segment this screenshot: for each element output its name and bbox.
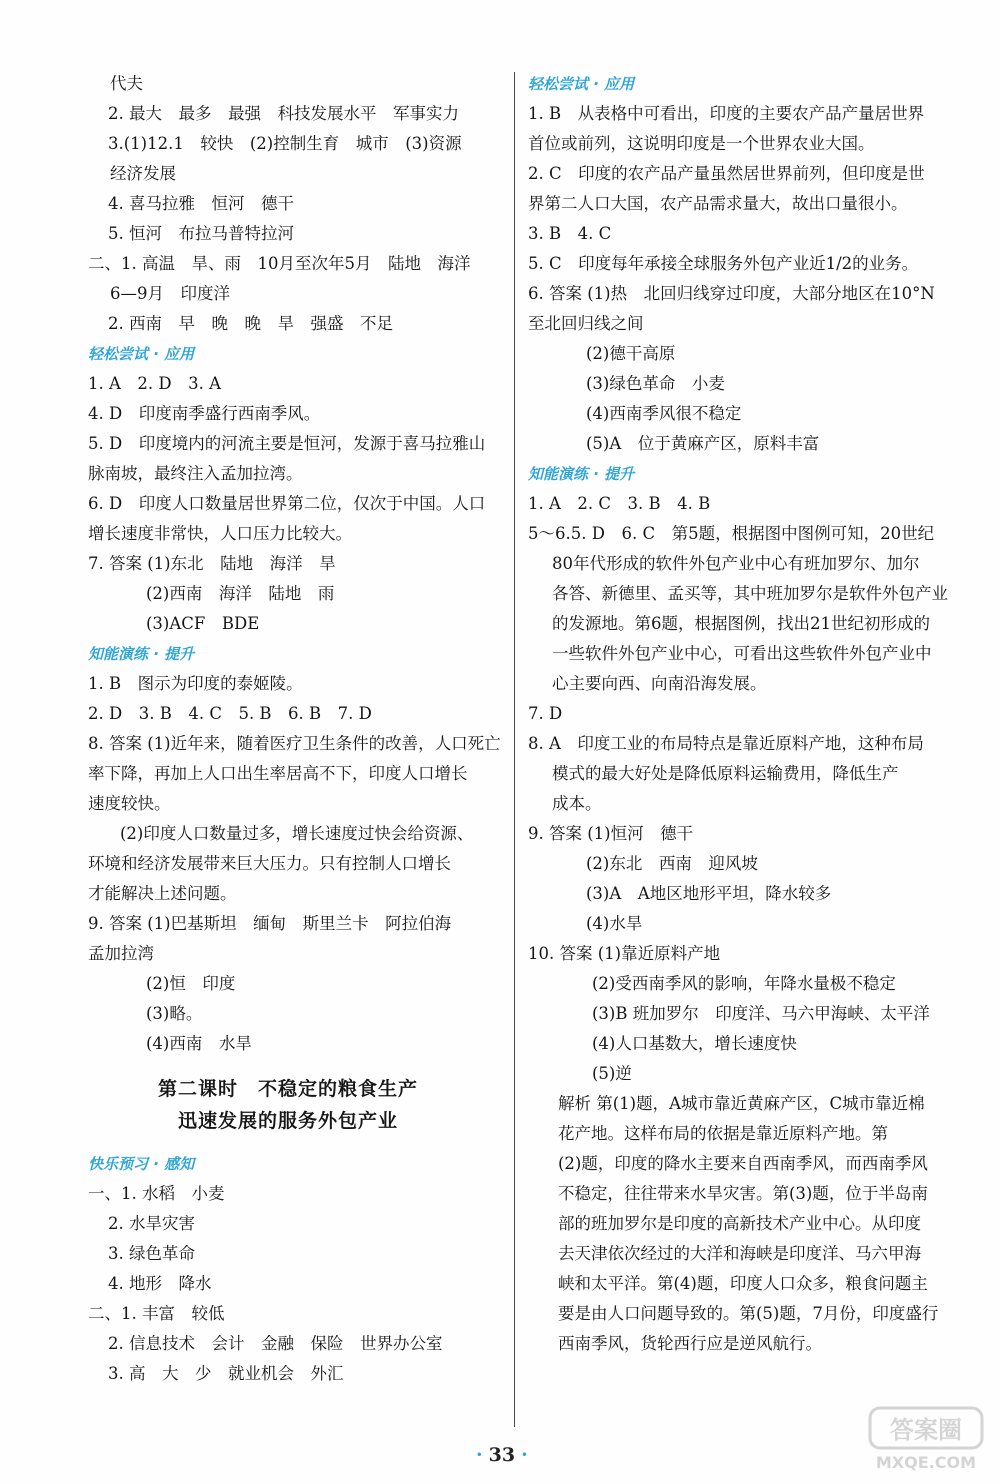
text-line: 9. 答案 (1)恒河 德干 bbox=[528, 824, 694, 843]
text-line: 二、1. 丰富 较低 bbox=[88, 1304, 225, 1323]
text-line: 6—9月 印度洋 bbox=[110, 284, 230, 303]
section-heading: 知能演练 · 提升 bbox=[88, 645, 195, 663]
text-line: (2)题，印度的降水主要来自西南季风，而西南季风 bbox=[558, 1154, 928, 1173]
text-line: 8. A 印度工业的布局特点是靠近原料产地，这种布局 bbox=[528, 734, 924, 753]
text-line: (2)德干高原 bbox=[586, 344, 676, 363]
text-line: 各答、新德里、孟买等，其中班加罗尔是软件外包产业 bbox=[552, 584, 948, 603]
text-line: 3.(1)12.1 较快 (2)控制生育 城市 (3)资源 bbox=[108, 134, 462, 153]
page-number-value: 33 bbox=[488, 1444, 516, 1466]
text-line: (5)逆 bbox=[592, 1064, 632, 1083]
text-line: 2. 最大 最多 最强 科技发展水平 军事实力 bbox=[108, 104, 459, 123]
text-line: 一、1. 水稻 小麦 bbox=[88, 1184, 225, 1203]
text-line: (4)西南 水旱 bbox=[146, 1034, 252, 1053]
text-line: 才能解决上述问题。 bbox=[88, 884, 237, 903]
text-line: 1. A 2. C 3. B 4. B bbox=[528, 494, 711, 513]
text-line: 7. D bbox=[528, 704, 563, 723]
section-heading: 轻松尝试 · 应用 bbox=[88, 345, 195, 363]
text-line: (2)受西南季风的影响，年降水量极不稳定 bbox=[592, 974, 896, 993]
text-line: 10. 答案 (1)靠近原料产地 bbox=[528, 944, 721, 963]
text-line: (3)绿色革命 小麦 bbox=[586, 374, 725, 393]
section-heading: 轻松尝试 · 应用 bbox=[528, 75, 635, 93]
text-line: (4)人口基数大，增长速度快 bbox=[592, 1034, 797, 1053]
text-line: 环境和经济发展带来巨大压力。只有控制人口增长 bbox=[88, 854, 451, 873]
text-line: 2. 信息技术 会计 金融 保险 世界办公室 bbox=[108, 1334, 443, 1353]
text-line: 的发源地。第6题，根据图例，找出21世纪初形成的 bbox=[552, 614, 930, 633]
text-line: 2. 西南 早 晚 晚 旱 强盛 不足 bbox=[108, 314, 393, 333]
text-line: (3)略。 bbox=[146, 1004, 203, 1023]
text-line: 心主要向西、向南沿海发展。 bbox=[552, 674, 767, 693]
text-line: 2. D 3. B 4. C 5. B 6. B 7. D bbox=[88, 704, 372, 723]
watermark-logo bbox=[862, 1404, 990, 1476]
text-line: 西南季风，货轮西行应是逆风航行。 bbox=[558, 1334, 822, 1353]
text-line: 1. B 图示为印度的泰姬陵。 bbox=[88, 674, 303, 693]
text-line: 要是由人口问题导致的。第(5)题，7月份，印度盛行 bbox=[558, 1304, 939, 1323]
text-line: 80年代形成的软件外包产业中心有班加罗尔、加尔 bbox=[552, 554, 920, 573]
section-heading: 快乐预习 · 感知 bbox=[88, 1155, 195, 1173]
text-line: 7. 答案 (1)东北 陆地 海洋 旱 bbox=[88, 554, 336, 573]
text-line: 5. D 印度境内的河流主要是恒河，发源于喜马拉雅山 bbox=[88, 434, 486, 453]
lesson-subtitle: 迅速发展的服务外包产业 bbox=[178, 1110, 399, 1132]
text-line: (5)A 位于黄麻产区，原料丰富 bbox=[586, 434, 820, 453]
text-line: 1. B 从表格中可看出，印度的主要农产品产量居世界 bbox=[528, 104, 925, 123]
text-line: 成本。 bbox=[552, 794, 602, 813]
text-line: 8. 答案 (1)近年来，随着医疗卫生条件的改善，人口死亡 bbox=[88, 734, 501, 753]
text-line: (3)B 班加罗尔 印度洋、马六甲海峡、太平洋 bbox=[592, 1004, 930, 1023]
text-line: 率下降，再加上人口出生率居高不下，印度人口增长 bbox=[88, 764, 468, 783]
text-line: 峡和太平洋。第(4)题，印度人口众多，粮食问题主 bbox=[558, 1274, 928, 1293]
text-line: 3. 高 大 少 就业机会 外汇 bbox=[108, 1364, 344, 1383]
text-line: (2)恒 印度 bbox=[146, 974, 236, 993]
text-line: 二、1. 高温 旱、雨 10月至次年5月 陆地 海洋 bbox=[88, 254, 471, 273]
text-line: 首位或前列，这说明印度是一个世界农业大国。 bbox=[528, 134, 875, 153]
text-line: 4. D 印度南季盛行西南季风。 bbox=[88, 404, 321, 423]
text-line: (2)印度人口数量过多，增长速度过快会给资源、 bbox=[120, 824, 474, 843]
text-line: 5～6.5. D 6. C 第5题，根据图中图例可知，20世纪 bbox=[528, 524, 935, 543]
text-line: 1. A 2. D 3. A bbox=[88, 374, 222, 393]
text-line: 5. C 印度每年承接全球服务外包产业近1/2的业务。 bbox=[528, 254, 919, 273]
text-line: 不稳定，往往带来水旱灾害。第(3)题，位于半岛南 bbox=[558, 1184, 928, 1203]
text-line: 9. 答案 (1)巴基斯坦 缅甸 斯里兰卡 阿拉伯海 bbox=[88, 914, 452, 933]
page-dot-left: · bbox=[476, 1444, 483, 1466]
text-line: 孟加拉湾 bbox=[88, 944, 154, 963]
text-line: (2)西南 海洋 陆地 雨 bbox=[146, 584, 335, 603]
text-line: 2. C 印度的农产品产量虽然居世界前列，但印度是世 bbox=[528, 164, 925, 183]
watermark-mark: 答案圈 bbox=[890, 1416, 962, 1444]
text-line: 至北回归线之间 bbox=[528, 314, 644, 333]
text-line: 速度较快。 bbox=[88, 794, 171, 813]
page-dot-right: · bbox=[521, 1444, 528, 1466]
text-line: 4. 地形 降水 bbox=[108, 1274, 212, 1293]
page-number bbox=[470, 1444, 534, 1466]
text-line: 部的班加罗尔是印度的高新技术产业中心。从印度 bbox=[558, 1214, 921, 1233]
text-line: (4)水旱 bbox=[586, 914, 643, 933]
text-line: (4)西南季风很不稳定 bbox=[586, 404, 742, 423]
column-divider bbox=[514, 72, 515, 1427]
text-line: 5. 恒河 布拉马普特拉河 bbox=[108, 224, 294, 243]
text-line: 一些软件外包产业中心，可看出这些软件外包产业中 bbox=[552, 644, 932, 663]
text-line: 4. 喜马拉雅 恒河 德干 bbox=[108, 194, 294, 213]
text-line: 花产地。这样布局的依据是靠近原料产地。第 bbox=[558, 1124, 888, 1143]
text-line: (2)东北 西南 迎风坡 bbox=[586, 854, 758, 873]
text-line: (3)A A地区地形平坦，降水较多 bbox=[586, 884, 832, 903]
text-line: 去天津依次经过的大洋和海峡是印度洋、马六甲海 bbox=[558, 1244, 921, 1263]
text-line: 代夫 bbox=[110, 74, 143, 93]
text-line: 6. D 印度人口数量居世界第二位，仅次于中国。人口 bbox=[88, 494, 486, 513]
section-heading: 知能演练 · 提升 bbox=[528, 465, 635, 483]
text-line: (3)ACF BDE bbox=[146, 614, 260, 633]
text-line: 界第二人口大国，农产品需求量大，故出口量很小。 bbox=[528, 194, 908, 213]
text-line: 经济发展 bbox=[110, 164, 176, 183]
text-line: 脉南坡，最终注入孟加拉湾。 bbox=[88, 464, 303, 483]
text-line: 解析 第(1)题，A城市靠近黄麻产区，C城市靠近棉 bbox=[558, 1094, 925, 1113]
text-line: 模式的最大好处是降低原料运输费用，降低生产 bbox=[552, 764, 899, 783]
text-line: 6. 答案 (1)热 北回归线穿过印度，大部分地区在10°N bbox=[528, 284, 935, 303]
text-line: 2. 水旱灾害 bbox=[108, 1214, 195, 1233]
text-line: 3. 绿色革命 bbox=[108, 1244, 195, 1263]
text-line: 增长速度非常快，人口压力比较大。 bbox=[88, 524, 352, 543]
lesson-title: 第二课时 不稳定的粮食生产 bbox=[158, 1078, 419, 1100]
watermark-text: MXQE.COM bbox=[875, 1453, 977, 1472]
text-line: 3. B 4. C bbox=[528, 224, 612, 243]
